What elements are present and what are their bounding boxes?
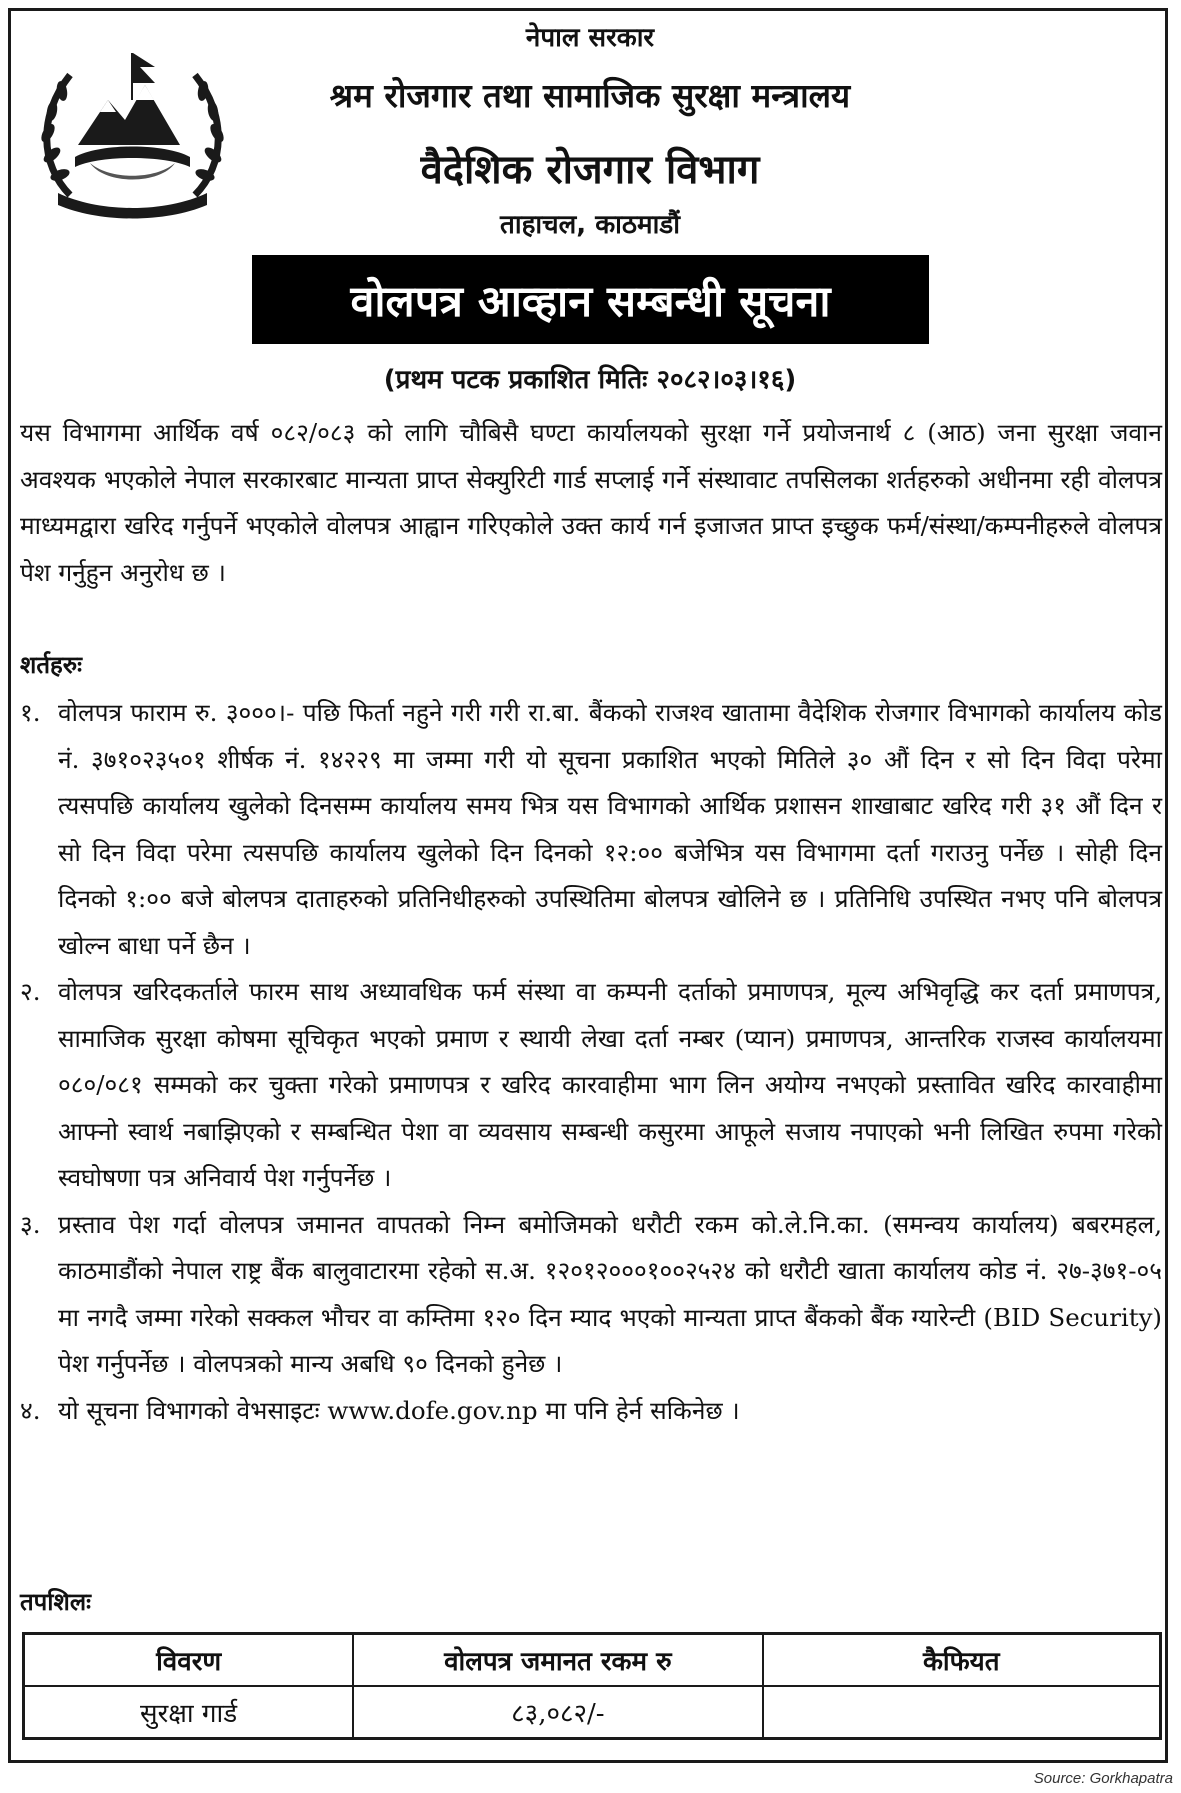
term-text: वोलपत्र खरिदकर्ताले फारम साथ अध्यावधिक फर्म संस्था वा कम्पनी दर्ताको प्रमाणपत्र, मूल्य अभिवृद्धि कर दर्ता प्रमाणपत्र, सामाजिक सुरक्षा कोषमा सूचिकृत भएको प्रमाण र स्थायी लेखा दर्ता नम्बर (प्यान) प्रमाणपत्र, आन्तरिक राजस्व कार्यालयमा ०८०/०८१ सम्मको कर चुक्ता गरेको प्रमाणपत्र र खरिद कारवाहीमा भाग लिन अयोग्य नभएको प्रस्तावित खरिद कारवाहीमा आफ्नो स्वार्थ नबाझिएको र सम्बन्धित पेशा वा व्यवसाय सम्बन्धी कसुरमा आफूले सजाय नपाएको भनी लिखित रुपमा गरेको स्वघोषणा पत्र अनिवार्य पेश गर्नुपर्नेछ ।	[58, 977, 1162, 1192]
term-text: वोलपत्र फाराम रु. ३०००।- पछि फिर्ता नहुने गरी गरी रा.बा. बैंकको राजश्व खातामा वैदेशिक रोजगार विभागको कार्यालय कोड नं. ३७१०२३५०१ शीर्षक नं. १४२२९ मा जम्मा गरी यो सूचना प्रकाशित भएको मितिले ३० औं दिन र सो दिन विदा परेमा त्यसपछि कार्यालय खुलेको दिनसम्म कार्यालय समय भित्र यस विभागको आर्थिक प्रशासन शाखाबाट खरिद गरी ३१ औं दिन र सो दिन विदा परेमा त्यसपछि कार्यालय खुलेको दिन दिनको १२:०० बजेभित्र यस विभागमा दर्ता गराउनु पर्नेछ । सोही दिन दिनको १:०० बजे बोलपत्र दाताहरुको प्रतिनिधीहरुको उपस्थितिमा बोलपत्र खोलिने छ । प्रतिनिधि उपस्थित नभए पनि बोलपत्र खोल्न बाधा पर्ने छैन ।	[58, 698, 1162, 960]
term-item	[20, 690, 1162, 969]
term-text: यो सूचना विभागको वेभसाइटः www.dofe.gov.np मा पनि हेर्न सकिनेछ ।	[58, 1395, 740, 1425]
department-name: वैदेशिक रोजगार विभाग	[420, 147, 760, 193]
terms-heading: शर्तहरुः	[20, 651, 82, 679]
term-item	[20, 969, 1162, 1202]
publication-date: (प्रथम पटक प्रकाशित मितिः २०८२।०३।१६)	[383, 365, 797, 395]
schedule-table	[22, 1632, 1162, 1740]
term-item	[20, 1202, 1162, 1388]
column-header-description: विवरण	[24, 1634, 354, 1687]
cell-description: सुरक्षा गार्ड	[24, 1686, 354, 1739]
cell-bid-security-amount: ८३,०८२/-	[353, 1686, 762, 1739]
term-number: ३.	[20, 1209, 41, 1239]
column-header-remarks: कैफियत	[763, 1634, 1161, 1687]
table-row	[24, 1686, 1161, 1739]
ministry-name: श्रम रोजगार तथा सामाजिक सुरक्षा मन्त्रालय	[329, 76, 851, 115]
term-number: २.	[20, 977, 41, 1006]
cell-remarks	[763, 1686, 1161, 1739]
terms-list	[20, 690, 1162, 1434]
schedule-heading: तपशिलः	[20, 1588, 91, 1616]
government-name: नेपाल सरकार	[525, 23, 655, 53]
term-number: ४.	[20, 1395, 41, 1425]
department-address: ताहाचल, काठमाडौं	[500, 210, 680, 240]
intro-paragraph: यस विभागमा आर्थिक वर्ष ०८२/०८३ को लागि चौबिसै घण्टा कार्यालयको सुरक्षा गर्ने प्रयोजनार्थ ८ (आठ) जना सुरक्षा जवान अवश्यक भएकोले नेपाल सरकारबाट मान्यता प्राप्त सेक्युरिटी गार्ड सप्लाई गर्ने संस्थावाट तपसिलका शर्तहरुको अधीनमा रही वोलपत्र माध्यमद्वारा खरिद गर्नुपर्ने भएकोले वोलपत्र आह्वान गरिएकोले उक्त कार्य गर्न इजाजत प्राप्त इच्छुक फर्म/संस्था/कम्पनीहरुले वोलपत्र पेश गर्नुहुन अनुरोध छ ।	[20, 418, 1162, 587]
table-header-row	[24, 1634, 1161, 1687]
column-header-bid-security-amount: वोलपत्र जमानत रकम रु	[353, 1634, 762, 1687]
source-credit: Source: Gorkhapatra	[1033, 1770, 1173, 1787]
notice-title: वोलपत्र आव्हान सम्बन्धी सूचना	[252, 255, 929, 344]
term-item	[20, 1388, 1162, 1435]
term-text: प्रस्ताव पेश गर्दा वोलपत्र जमानत वापतको निम्न बमोजिमको धरौटी रकम को.ले.नि.का. (समन्वय कार्यालय) बबरमहल, काठमाडौंको नेपाल राष्ट्र बैंक बालुवाटारमा रहेको स.अ. १२०१२०००१००२५२४ को धरौटी खाता कार्यालय कोड नं. २७-३७१-०५ मा नगदै जम्मा गरेको सक्कल भौचर वा कम्तिमा १२० दिन म्याद भएको मान्यता प्राप्त बैंकको बैंक ग्यारेन्टी (BID Security) पेश गर्नुपर्नेछ । वोलपत्रको मान्य अबधि ९० दिनको हुनेछ ।	[58, 1209, 1162, 1378]
term-number: १.	[20, 698, 41, 727]
